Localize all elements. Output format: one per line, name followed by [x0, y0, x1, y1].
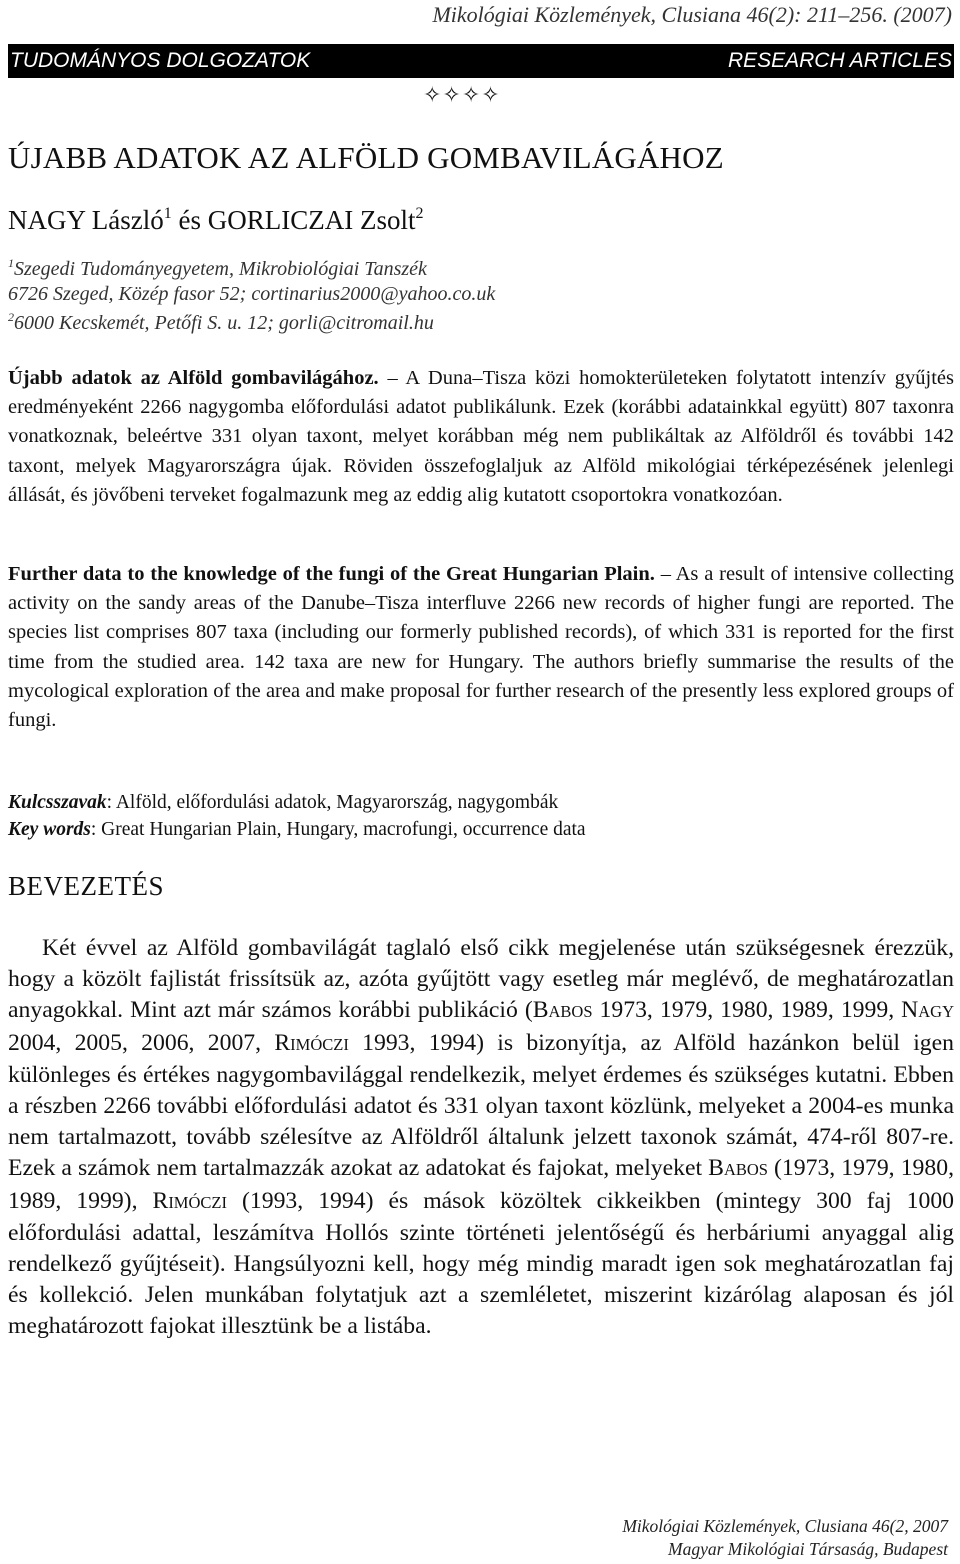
author-name: NAGY László	[8, 205, 164, 235]
article-title: ÚJABB ADATOK AZ ALFÖLD GOMBAVILÁGÁHOZ	[8, 140, 724, 175]
footer-society: Magyar Mikológiai Társaság, Budapest	[668, 1539, 948, 1559]
body-text-segment: 1993, 1994) is bizonyítja, az Alföld hazánkon belül igen különleges és értékes nagygombavilággal rendelkezik, melyet érdemes és szükséges kutatni. Ebben a részben 2266 további előfordulási adatot és 331 olyan taxont közlünk, melyeket a 2004-es munka nem tartalmazott, tovább szélesítve az Alföldről általunk jelzett taxonok számát, 474-ről 807-re. Ezek a számok nem tartalmazzák azokat az adatokat és fajokat, melyeket B	[8, 1029, 954, 1182]
author-smallcaps: ABOS	[548, 1002, 593, 1022]
abstract-hungarian	[8, 364, 954, 510]
keywords-hungarian	[8, 792, 558, 814]
keywords-label: Key words	[8, 819, 91, 840]
section-heading: BEVEZETÉS	[8, 871, 164, 901]
body-text-segment: 2004, 2005, 2006, 2007, R	[8, 1029, 291, 1056]
body-text-segment: (1973, 1979, 1980, 1989, 1999), R	[8, 1155, 954, 1214]
affiliation-text: 6726 Szeged, Közép fasor 52; cortinarius2000@yahoo.co.uk	[8, 283, 496, 305]
affiliation-text: 6000 Kecskemét, Petőfi S. u. 12; gorli@citromail.hu	[14, 312, 434, 334]
keywords-label: Kulcsszavak	[8, 792, 107, 813]
body-text-segment: Két évvel az Alföld gombavilágát taglaló első cikk megjelenése után szükségesnek érezzük, hogy a közölt fajlistát frissítsük az, azóta gyűjtött vagy esetleg már meglévő, de meghatározatlan anyagokkal. Mint azt már számos korábbi publikáció (B	[8, 935, 954, 1024]
keywords-english	[8, 819, 586, 841]
body-text-segment: 1973, 1979, 1980, 1989, 1999, N	[592, 997, 919, 1024]
affiliation-text: Szegedi Tudományegyetem, Mikrobiológiai Tanszék	[14, 258, 427, 280]
abstract-english	[8, 560, 954, 735]
section-bar	[8, 44, 954, 78]
author-smallcaps: AGY	[918, 1002, 954, 1022]
introduction-paragraph	[8, 933, 954, 1343]
author-smallcaps: IMÓCZI	[168, 1192, 227, 1212]
author-smallcaps: IMÓCZI	[290, 1034, 349, 1054]
ornament-icon: ✧✧✧✧	[423, 82, 501, 107]
author-smallcaps: ABOS	[723, 1160, 768, 1180]
author-line	[8, 205, 423, 236]
keywords-text: : Alföld, előfordulási adatok, Magyarország, nagygombák	[106, 792, 559, 813]
author-conjunction: és	[171, 205, 208, 235]
abstract-title: Újabb adatok az Alföld gombavilágához.	[8, 367, 379, 389]
section-label-en: RESEARCH ARTICLES	[727, 49, 952, 72]
affiliation-mark: 2	[415, 205, 424, 222]
affiliation-mark: 1	[163, 205, 172, 222]
section-label-hu: TUDOMÁNYOS DOLGOZATOK	[10, 49, 311, 72]
affiliation-line	[8, 310, 434, 335]
body-text-segment: (1993, 1994) és mások közöltek cikkeikben (mintegy 300 faj 1000 előfordulási adattal, leszámítva Hollós szinte történeti jelentőségű és herbáriumi anyaggal alig rendelkező gyűjtéseit). Hangsúlyozni kell, hogy még mindig maradt igen sok meghatározatlan faj és kollekció. Jelen munkában folytatjuk azt a szemléletet, miszerint kizárólag alaposan és jól meghatározott fajokat illesztünk be a listába.	[8, 1187, 955, 1340]
journal-citation: Mikológiai Közlemények, Clusiana 46(2): 211–256. (2007)	[432, 2, 952, 27]
affiliation-line	[8, 256, 427, 281]
footer-journal: Mikológiai Közlemények, Clusiana 46(2, 2007	[622, 1516, 948, 1536]
affiliation-line	[8, 283, 495, 306]
abstract-title: Further data to the knowledge of the fungi of the Great Hungarian Plain.	[8, 563, 655, 585]
author-name: GORLICZAI Zsolt	[207, 205, 416, 235]
keywords-text: : Great Hungarian Plain, Hungary, macrofungi, occurrence data	[90, 819, 586, 840]
affiliation-mark: 1	[8, 256, 14, 270]
abstract-text: – As a result of intensive collecting activity on the sandy areas of the Danube–Tisza interfluve 2266 new records of higher fungi are reported. The species list comprises 807 taxa (including our formerly published records), of which 331 is reported for the first time from the studied area. 142 taxa are new for Hungary. The authors briefly summarise the results of the mycological exploration of the area and make proposal for further research of the presently less explored groups of fungi.	[8, 563, 954, 732]
abstract-text: – A Duna–Tisza közi homokterületeken folytatott intenzív gyűjtés eredményeként 2266 nagygomba előfordulási adatot publikálunk. Ezek (korábbi adatainkkal együtt) 807 taxonra vonatkoznak, beleértve 331 olyan taxont, melyet korábban még nem publikáltak az Alföldről és további 142 taxont, melyek Magyarországra újak. Röviden összefoglaljuk az Alföld mikológiai térképezésének jelenlegi állását, és jövőbeni terveket fogalmazunk meg az eddig alig kutatott csoportokra vonatkozóan.	[8, 367, 954, 506]
affiliation-mark: 2	[8, 310, 14, 324]
